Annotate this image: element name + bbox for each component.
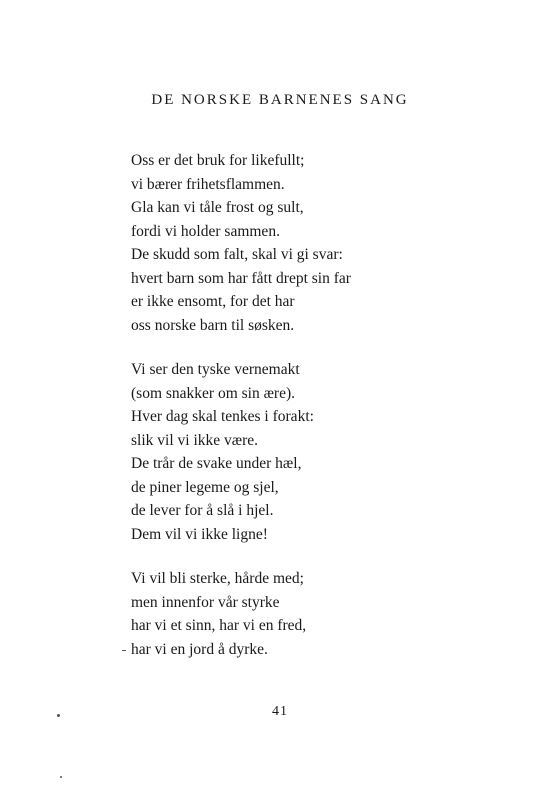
stanza-1: [131, 149, 431, 337]
verse-line: Oss er det bruk for likefullt;: [131, 152, 305, 169]
verse-line: Hver dag skal tenkes i forakt:: [131, 408, 314, 425]
verse-line: har vi en jord å dyrke.: [131, 640, 268, 658]
verse-line: har vi et sinn, har vi en fred,: [131, 617, 307, 634]
print-speck: [122, 650, 126, 651]
verse-line: vi bærer frihetsflammen.: [131, 175, 285, 193]
verse-line: De skudd som falt, skal vi gi svar:: [131, 246, 343, 263]
verse-line: Dem vil vi ikke ligne!: [131, 525, 268, 543]
verse-line: slik vil vi ikke være.: [131, 431, 259, 449]
verse-line: men innenfor vår styrke: [131, 593, 280, 611]
stanza-2: [131, 358, 431, 546]
verse-line: Gla kan vi tåle frost og sult,: [131, 199, 304, 216]
verse-line: Vi ser den tyske vernemakt: [131, 361, 300, 378]
verse-line: Vi vil bli sterke, hårde med;: [131, 570, 304, 587]
print-speck: [60, 776, 62, 778]
verse-line: De trår de svake under hæl,: [131, 455, 302, 472]
print-speck: [57, 714, 60, 717]
verse-line: de piner legeme og sjel,: [131, 478, 279, 496]
page-number: 41: [272, 704, 288, 719]
poem-title: DE NORSKE BARNENES SANG: [151, 92, 409, 108]
verse-line: (som snakker om sin ære).: [131, 384, 296, 402]
verse-line: hvert barn som har fått drept sin far: [131, 269, 351, 287]
verse-line: oss norske barn til søsken.: [131, 316, 295, 334]
verse-line: er ikke ensomt, for det har: [131, 293, 295, 310]
verse-line: de lever for å slå i hjel.: [131, 502, 274, 519]
verse-line: fordi vi holder sammen.: [131, 222, 280, 240]
stanza-3: [131, 567, 431, 661]
